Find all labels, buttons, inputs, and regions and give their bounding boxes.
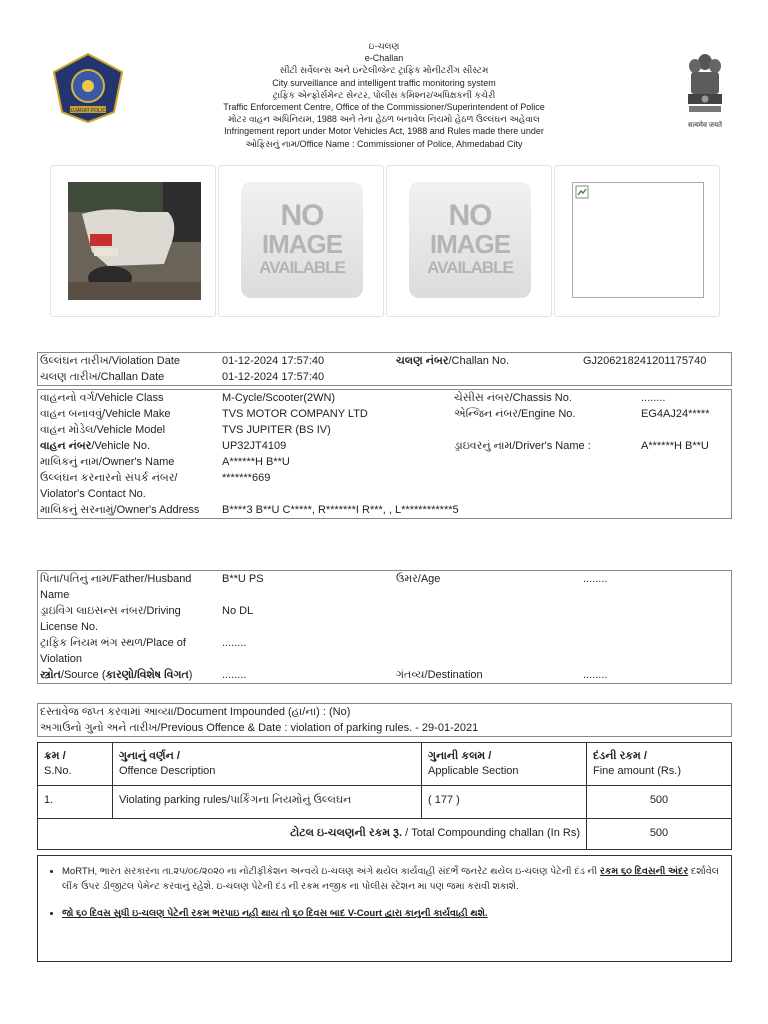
contact-value: *******669 — [222, 472, 271, 484]
header-line: Traffic Enforcement Centre, Office of the Commissioner/Superintendent of Police — [223, 102, 545, 113]
place-label: ટ્રાફિક નિયમ ભંગ સ્થળ/Place of Violation — [40, 637, 186, 665]
note-item: • જો ૬૦ દિવસ સુધી ઇ-ચલણ પેટેની રકમ ભરપાઇ નહી થાય તો ૬૦ દિવસ બાદ V-Court દ્વારા કાનુની કાર્યવાહી થશે. — [62, 906, 721, 921]
row-sno: 1. — [38, 786, 113, 819]
vehicle-section — [37, 389, 732, 519]
evidence-card[interactable] — [50, 165, 216, 317]
header-line: ઇ-ચલણ — [368, 41, 400, 51]
document-section — [37, 703, 732, 737]
evidence-card[interactable] — [386, 165, 552, 317]
chassis-value: ........ — [641, 392, 666, 404]
broken-image — [572, 182, 704, 298]
evidence-card[interactable] — [218, 165, 384, 317]
destination-value: ........ — [583, 669, 608, 681]
evidence-card[interactable] — [554, 165, 720, 317]
owner-address-value: B****3 B**U C*****, R*******I R***, , L************5 — [222, 504, 459, 516]
age-label: ઉંમર/Age — [396, 573, 441, 585]
challan-date-value: 01-12-2024 17:57:40 — [222, 371, 325, 383]
logo-text: GUJARAT POLICE — [66, 108, 110, 114]
header-line: સીટી સર્વેલન્સ અને ઇન્ટેલીજેન્ટ ટ્રાફિક મોનીટરીંગ સીસ્ટમ — [279, 65, 489, 76]
vehicle-no-label: વાહન નંબર/Vehicle No. — [40, 440, 151, 452]
header-description: ગુનાનું વર્ણન / Offence Description — [113, 743, 422, 786]
ashoka-emblem-icon — [683, 50, 727, 116]
header-section: ગુનાની કલમ / Applicable Section — [422, 743, 587, 786]
source-value: ........ — [222, 669, 247, 681]
emblem-caption: सत्यमेव जयते — [687, 122, 723, 129]
header-line: ઓફિસનું નામ/Office Name : Commissioner of Police, Ahmedabad City — [245, 138, 523, 149]
table-row — [38, 786, 732, 819]
total-label: ટોટલ ઇ-ચલણની રકમ રૂ. / Total Compounding challan (In Rs) — [38, 819, 587, 850]
evidence-images — [50, 165, 718, 315]
document-header — [0, 40, 768, 150]
violator-section — [37, 570, 732, 684]
challan-no-value: GJ206218241201175740 — [583, 355, 707, 367]
vehicle-model-label: વાહન મોડેલ/Vehicle Model — [40, 424, 166, 436]
father-name-value: B**U PS — [222, 573, 264, 585]
dl-value: No DL — [222, 605, 254, 617]
challan-date-label: ચલણ તારીખ/Challan Date — [40, 371, 165, 383]
previous-offence: અગાઉનો ગુનો અને તારીખ/Previous Offence & Date : violation of parking rules. - 29-01-2021 — [40, 722, 479, 734]
header-line: મોટર વાહન અધિનિયમ, 1988 અને તેના હેઠળ બનાવેલ નિયમો હેઠળ ઉલ્લંઘન અહેવાલ — [228, 114, 540, 125]
father-name-label: પિતા/પતિનું નામ/Father/Husband Name — [40, 573, 192, 601]
owner-name-value: A******H B**U — [222, 456, 290, 468]
row-section: ( 177 ) — [422, 786, 587, 819]
chassis-label: ચેસીસ નંબર/Chassis No. — [454, 392, 572, 404]
destination-label: ગંતવ્ય/Destination — [396, 669, 483, 681]
owner-name-label: માલિકનું નામ/Owner's Name — [40, 456, 175, 468]
vehicle-make-value: TVS MOTOR COMPANY LTD — [222, 408, 368, 420]
payment-notes — [37, 855, 732, 962]
dl-label: ડ્રાઇવિંગ લાઇસન્સ નંબર/Driving License No. — [40, 605, 181, 633]
place-value: ........ — [222, 637, 247, 649]
owner-address-label: માલિકનું સરનામું/Owner's Address — [40, 504, 200, 516]
row-description: Violating parking rules/પાર્કિંગના નિયમોનું ઉલ્લંઘન — [113, 786, 422, 819]
challan-no-label: ચલણ નંબર/Challan No. — [396, 355, 510, 367]
national-emblem — [682, 50, 728, 130]
header-line: e-Challan — [364, 53, 404, 64]
header-line: Infringement report under Motor Vehicles Act, 1988 and Rules made there under — [224, 126, 544, 137]
header-fine: દંડની રકમ / Fine amount (Rs.) — [587, 743, 732, 786]
row-fine: 500 — [587, 786, 732, 819]
vehicle-make-label: વાહન બનાવવું/Vehicle Make — [40, 408, 171, 420]
header-line: ટ્રાફિક એન્ફોર્સમેન્ટ સેન્ટર, પોલીસ કમિશ્નર/અધિક્ષકની કચેરી — [272, 89, 496, 100]
driver-name-label: ડ્રાઇવરનું નામ/Driver's Name : — [454, 440, 591, 452]
violation-section — [37, 352, 732, 386]
header-sno: ક્રમ / S.No. — [38, 743, 113, 786]
vehicle-photo — [68, 182, 201, 300]
vehicle-class-value: M-Cycle/Scooter(2WN) — [222, 392, 336, 404]
violation-date-value: 01-12-2024 17:57:40 — [222, 355, 325, 367]
document-impounded: દસ્તાવેજ જપ્ત કરવામાં આવ્યા/Document Impounded (હા/ના) : (No) — [40, 706, 351, 718]
total-amount: 500 — [587, 819, 732, 850]
vehicle-class-label: વાહનનો વર્ગ/Vehicle Class — [40, 392, 164, 404]
broken-image-icon — [575, 185, 589, 199]
violation-date-label: ઉલ્લંઘન તારીખ/Violation Date — [40, 355, 180, 367]
contact-label: ઉલ્લંઘન કરનારનો સંપર્ક નંબર/ Violator's Contact No. — [40, 472, 178, 500]
no-image-placeholder: NO IMAGE AVAILABLE — [409, 182, 531, 298]
header-line: City surveillance and intelligent traffic monitoring system — [272, 77, 496, 88]
total-row — [38, 819, 732, 850]
offence-table — [37, 742, 732, 850]
engine-label: એન્જિન નંબર/Engine No. — [454, 408, 576, 420]
no-image-placeholder: NO IMAGE AVAILABLE — [241, 182, 363, 298]
engine-value: EG4AJ24***** — [641, 408, 710, 420]
source-label: સ્ત્રોત/Source (કારણો/વિશેષ વિગત) — [40, 669, 193, 681]
vehicle-no-value: UP32JT4109 — [222, 440, 287, 452]
driver-name-value: A******H B**U — [641, 440, 709, 452]
vehicle-model-value: TVS JUPITER (BS IV) — [222, 424, 331, 436]
age-value: ........ — [583, 573, 608, 585]
note-item: • MoRTH, ભારત સરકારના તા.૨૫/૦૯/૨૦૨૦ ના નોટીફીકેશન અન્વયે ઇ-ચલણ અંગે થયેલ કાર્યવાહી સંદર્ભે જનરેટ થયેલ ઇ-ચલણ પેટેની દંડ ની રકમ ૬૦ દિવસની અંદર દર્શાવેલ લીંક ઉપર ડીજીટલ પેમેન્ટ કરવાનું રહેશે. ઇ-ચલણ પેટેની દંડ ની રકમ નજીક ના પોલીસ સ્ટેશન મા પણ જમા કરાવી શકાશે. — [62, 864, 721, 894]
